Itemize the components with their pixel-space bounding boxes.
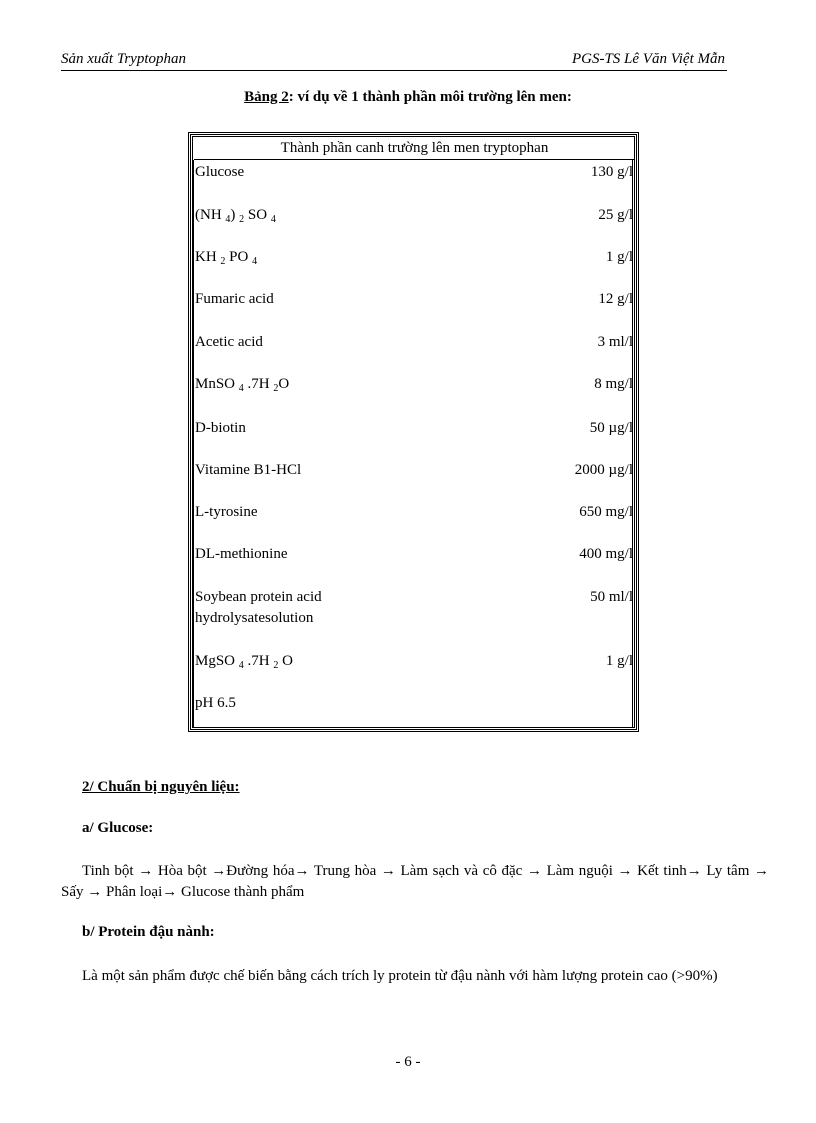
header-document-title: Sản xuất Tryptophan [61,51,187,67]
row-name: Acetic acid [195,334,263,350]
row-name: MgSO $_4$ .7H $_2$ O [195,653,293,671]
row-name: L-tyrosine [195,504,258,520]
row-name: Soybean protein acid hydrolysatesolution [195,589,322,626]
row-value: 3 ml/l [597,334,633,350]
table-caption [0,89,816,106]
row-value: 50 ml/l [590,589,633,605]
table-left-rule [193,160,194,727]
header-author: PGS-TS Lê Văn Việt Mẫn [571,51,725,67]
row-name: KH $_2$ PO $_4$ [195,249,258,267]
row-value: 1 g/l [605,249,633,265]
row-value: 650 mg/l [579,504,633,520]
section-title: 2/ Chuẩn bị nguyên liệu: [82,779,240,795]
page-number: - 6 - [395,1054,421,1070]
row-name: (NH $_4$) $_2$ SO $_4$ [195,207,276,225]
table-caption-text: : ví dụ về 1 thành phần môi trường lên men: [288,89,572,105]
row-value: 2000 µg/l [574,462,633,478]
row-name: DL-methionine [195,546,288,562]
subsection-title-glucose: a/ Glucose: [82,820,154,836]
subsection-title-soy-protein: b/ Protein đậu nành: [82,924,215,940]
table-caption-label: Bảng 2 [244,89,289,105]
table-right-rule [632,160,633,727]
row-name: Vitamine B1-HCl [195,462,302,478]
row-name: pH 6.5 [195,695,236,711]
row-value: 1 g/l [605,653,633,669]
row-name: Fumaric acid [195,291,274,307]
row-name: D-biotin [195,420,246,436]
row-value: 400 mg/l [579,546,633,562]
row-value: 12 g/l [598,291,633,307]
row-name: MnSO $_4$ .7H $_2$O [195,376,290,394]
paragraph-glucose-process: Tinh bột → Hòa bột →Đường hóa→ Trung hòa → Làm sạch và cô đặc → Làm nguội → Kết tinh→ Ly tâm → Sấy → Phân loại→ Glucose thành phẩm [61,863,769,900]
header-rule [61,70,727,71]
row-value: 130 g/l [590,164,633,180]
row-value: 25 g/l [598,207,633,223]
row-name: Glucose [195,164,245,180]
paragraph-soy-protein: Là một sản phẩm được chế biến bằng cách trích ly protein từ đậu nành với hàm lượng protein cao (>90%) [82,968,718,984]
row-value: 50 µg/l [589,420,633,436]
row-value: 8 mg/l [594,376,633,392]
table-header: Thành phần canh trường lên men tryptophan [194,136,635,160]
